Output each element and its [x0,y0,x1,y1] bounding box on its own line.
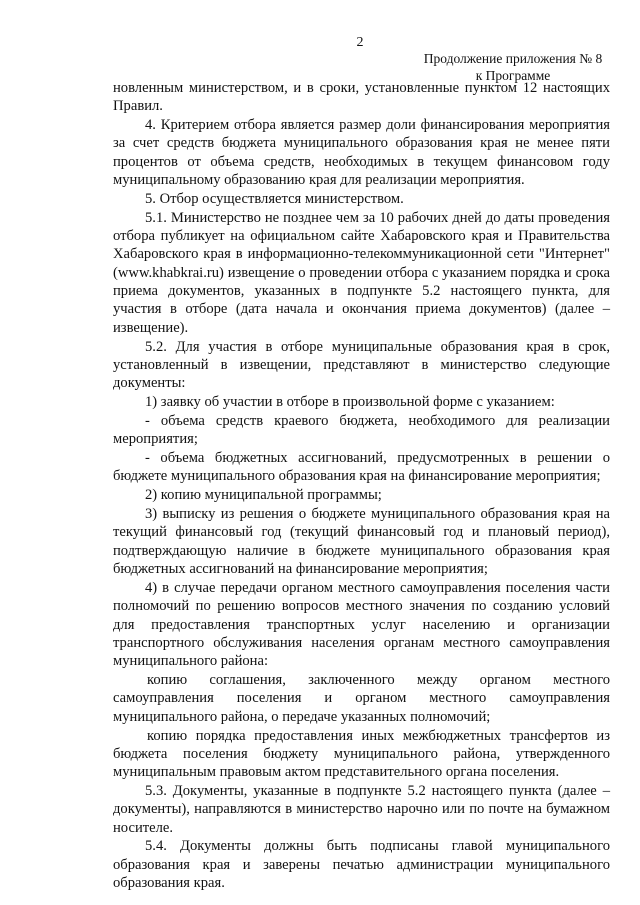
paragraph-dash-2: - объема бюджетных ассигнований, предусмотренных в решении о бюджете муниципального образования края на финансирование мероприятия; [113,450,610,485]
paragraph-procedure-copy: копию порядка предоставления иных межбюджетных трансфертов из бюджета поселения бюджету муниципального района, утвержденного муниципальным правовым актом представительного органа поселения. [113,727,610,781]
paragraph-subitem-4: 4) в случае передачи органом местного самоуправления поселения части полномочий по решению вопросов местного значения по созданию условий для предоставления транспортных услуг населению и организации транспортного обслуживания населения органам местного самоуправления муниципального района: [113,579,610,670]
page-number: 2 [356,35,364,50]
document-body [113,79,610,893]
appendix-line-1: Продолжение приложения № 8 [423,51,603,66]
paragraph-continuation: новленным министерством, и в сроки, установленные пунктом 12 настоящих Правил. [113,80,610,115]
paragraph-item-5-4: 5.4. Документы должны быть подписаны главой муниципального образования края и заверены печатью администрации муниципального образования края. [113,838,610,892]
paragraph-item-5-3: 5.3. Документы, указанные в подпункте 5.2 настоящего пункта (далее – документы), направляются в министерство нарочно или по почте на бумажном носителе. [113,783,610,836]
paragraph-subitem-1: 1) заявку об участии в отборе в произвольной форме с указанием: [145,394,555,411]
paragraph-item-5-1: 5.1. Министерство не позднее чем за 10 рабочих дней до даты проведения отбора публикует на официальном сайте Хабаровского края и Правительства Хабаровского края в информационно-телекоммуникационной сети "Интернет" (www.khabkrai.ru) извещение о проведении отбора с указанием порядка и срока приема документов, указанных в подпункте 5.2 настоящего пункта, для участия в отборе (дата начала и окончания приема документов) (далее – извещение). [113,209,610,336]
paragraph-subitem-2: 2) копию муниципальной программы; [145,487,382,504]
paragraph-agreement-copy: копию соглашения, заключенного между органом местного самоуправления поселения и органом местного самоуправления муниципального района, о передаче указанных полномочий; [113,672,610,725]
paragraph-item-5-2: 5.2. Для участия в отборе муниципальные образования края в срок, установленный в извещении, представляют в министерство следующие документы: [113,338,610,392]
appendix-line-2: к Программе [475,68,551,83]
paragraph-item-5: 5. Отбор осуществляется министерством. [145,190,404,207]
paragraph-dash-1: - объема средств краевого бюджета, необходимого для реализации мероприятия; [113,412,610,448]
paragraph-item-4: 4. Критерием отбора является размер доли финансирования мероприятия за счет средств бюджета муниципального образования края не менее пяти процентов от объема средств, необходимых в текущем финансовом году муниципальному образованию края для реализации мероприятия. [113,117,610,189]
paragraph-subitem-3: 3) выписку из решения о бюджете муниципального образования края на текущий финансовый год (текущий финансовый год и плановый период), подтверждающую наличие в бюджете муниципального образования края бюджетных ассигнований на финансирование мероприятия; [113,506,610,578]
